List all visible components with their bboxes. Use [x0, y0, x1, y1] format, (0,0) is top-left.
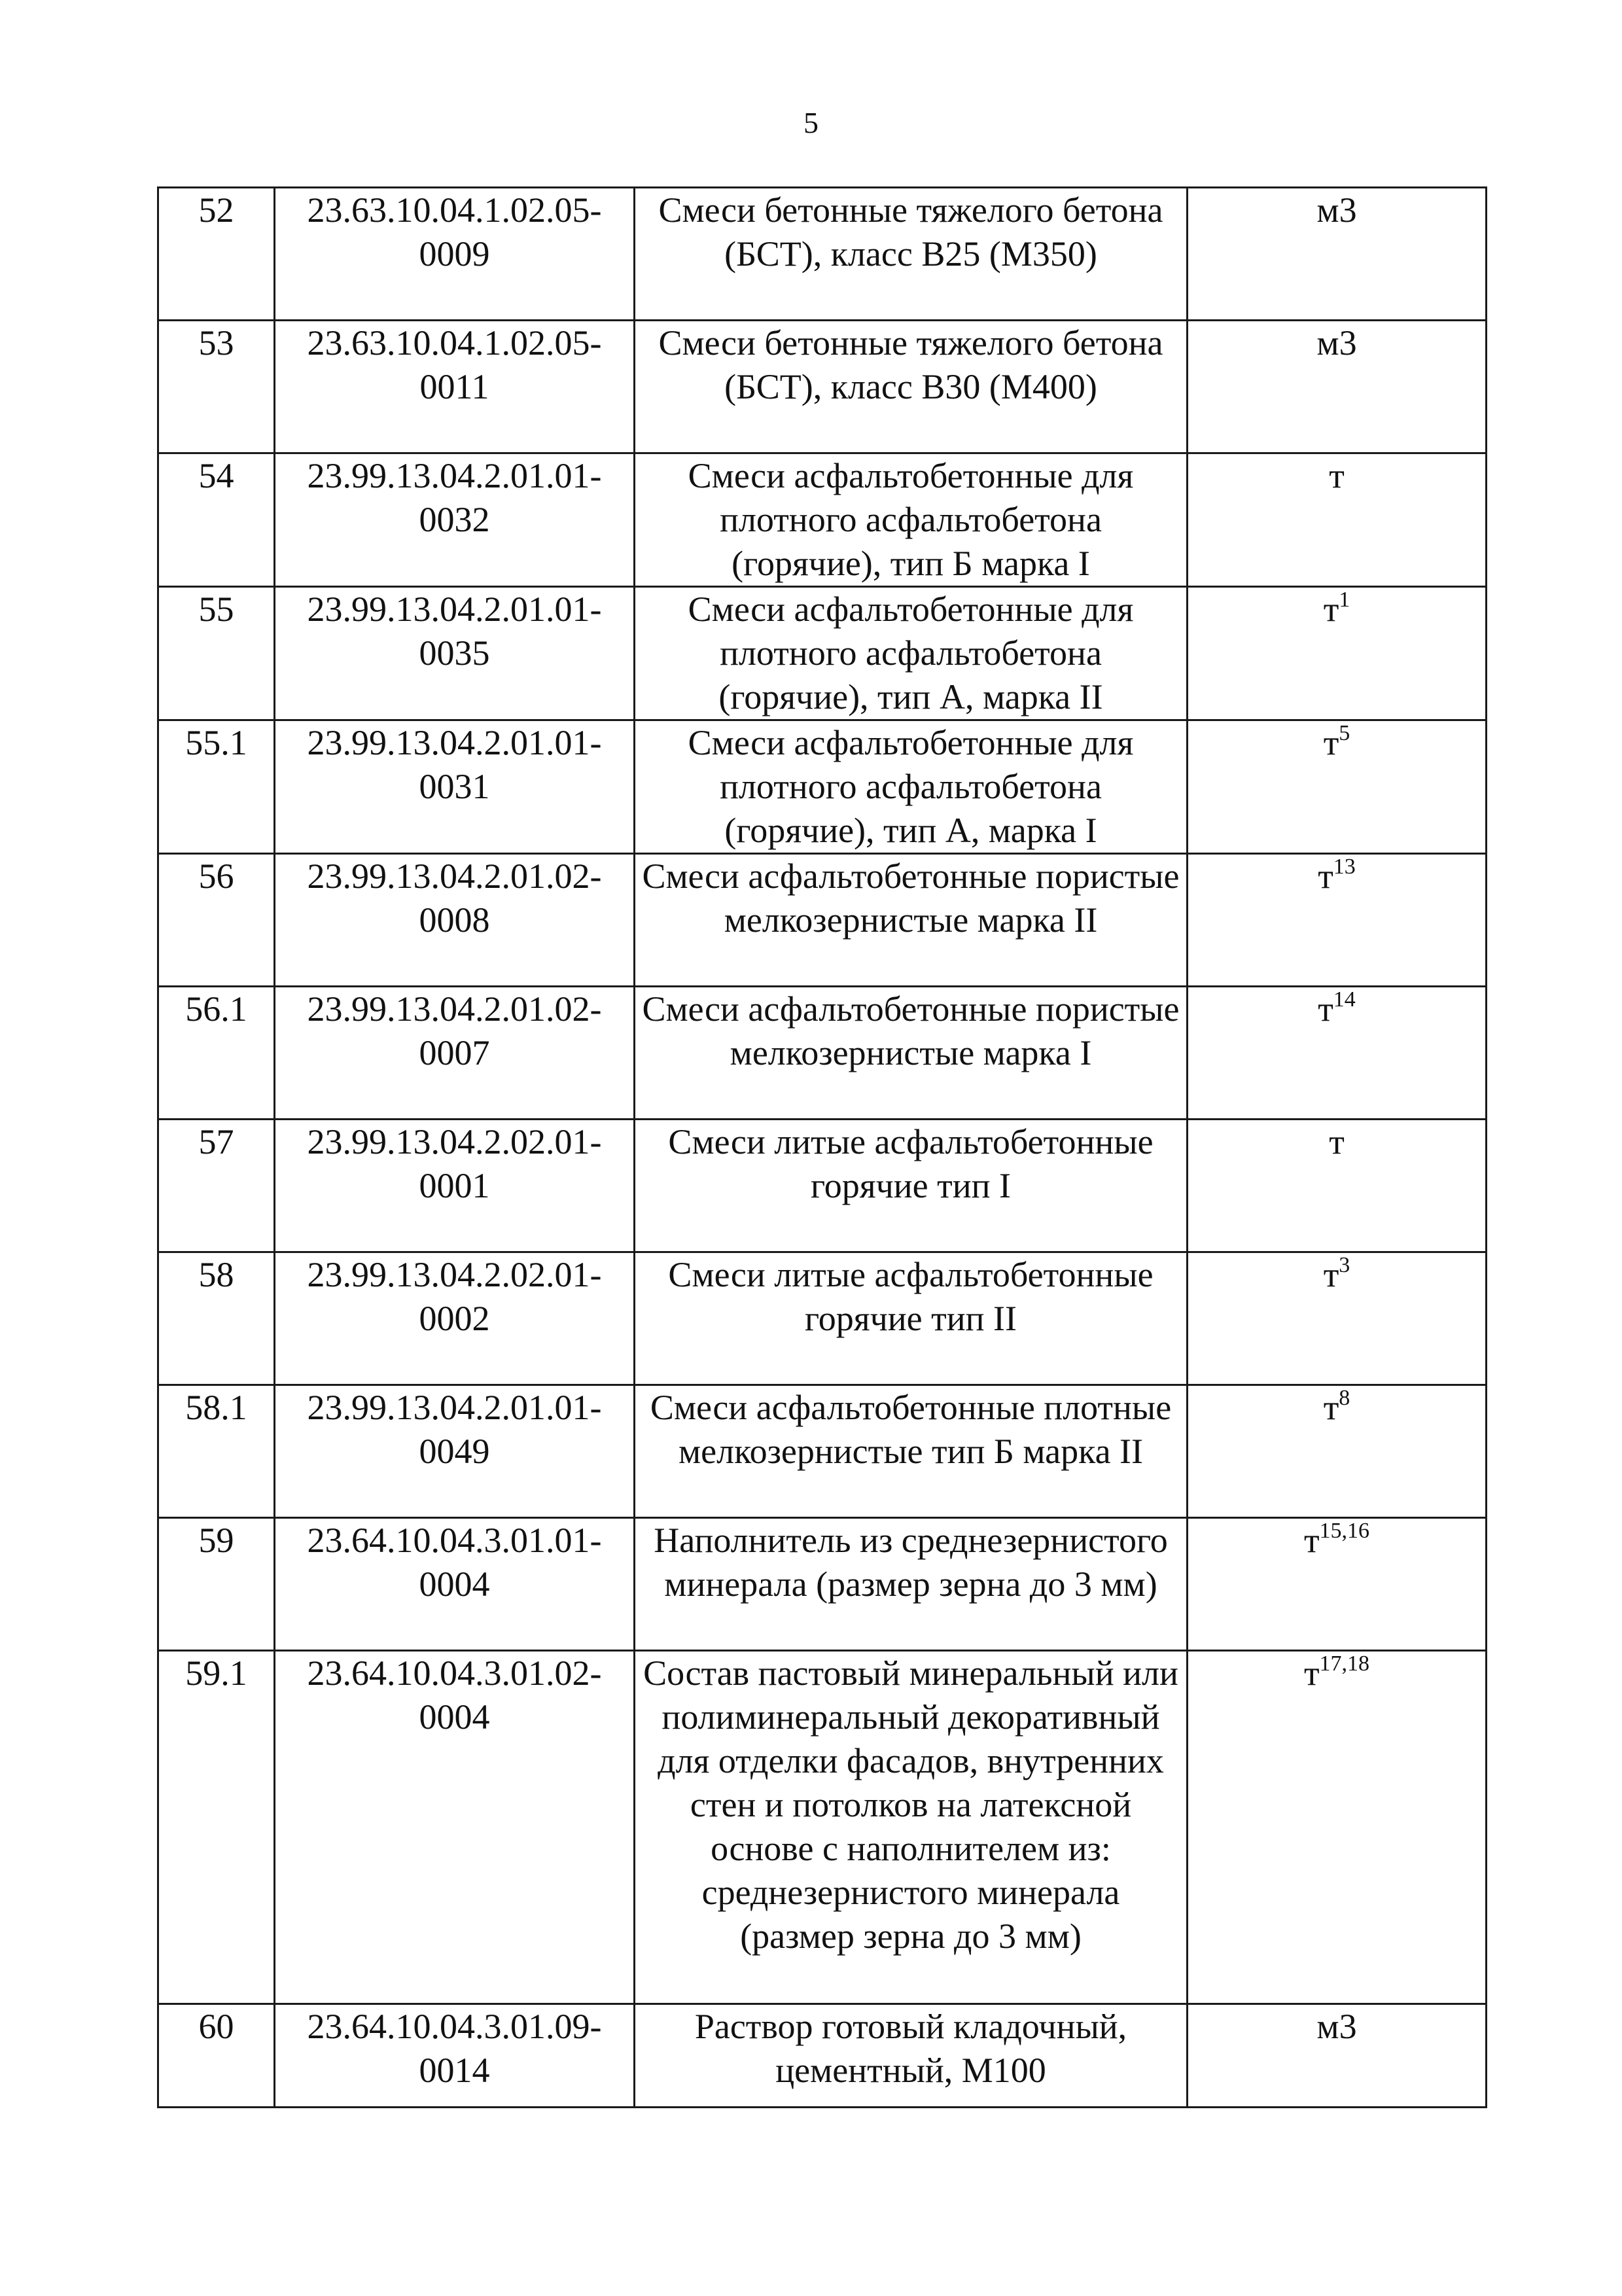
unit-footnote: 8 [1339, 1386, 1350, 1410]
code-suffix: 0032 [419, 500, 490, 539]
code-suffix: 0004 [419, 1697, 490, 1737]
row-number: 60 [158, 2004, 275, 2108]
code-cell [275, 987, 635, 1120]
code-cell [275, 2004, 635, 2108]
name-cell: Смеси литые асфальтобетонные горячие тип I [635, 1120, 1188, 1252]
unit: т [1323, 723, 1339, 762]
unit: м3 [1316, 2007, 1357, 2046]
code-cell [275, 720, 635, 854]
row-number: 58.1 [158, 1385, 275, 1518]
unit: т [1329, 456, 1345, 495]
unit: т [1329, 1122, 1345, 1161]
row-number: 56 [158, 854, 275, 987]
row-number: 59 [158, 1518, 275, 1651]
code-suffix: 0011 [419, 367, 489, 406]
code-cell [275, 321, 635, 453]
code-cell [275, 1252, 635, 1385]
row-number: 54 [158, 453, 275, 587]
unit-footnote: 15,16 [1319, 1519, 1370, 1543]
code-suffix: 0049 [419, 1432, 490, 1471]
unit: т [1323, 1388, 1339, 1427]
row-number: 55 [158, 587, 275, 720]
code-suffix: 0002 [419, 1299, 490, 1338]
unit-cell [1188, 587, 1487, 720]
code-part: 23.63.10.04.1.02.05- [307, 190, 602, 230]
name-cell: Раствор готовый кладочный, цементный, М100 [635, 2004, 1188, 2108]
unit-cell [1188, 1385, 1487, 1518]
code-suffix: 0001 [419, 1166, 490, 1205]
unit-footnote: 3 [1339, 1253, 1350, 1277]
table-row [158, 854, 1487, 987]
table-row [158, 2004, 1487, 2108]
name-cell: Смеси асфальтобетонные для плотного асфальтобетона (горячие), тип А, марка II [635, 587, 1188, 720]
table-row [158, 188, 1487, 321]
row-number: 53 [158, 321, 275, 453]
code-part: 23.99.13.04.2.01.01- [307, 456, 602, 495]
table-row [158, 1120, 1487, 1252]
unit: т [1323, 590, 1339, 629]
unit-footnote: 13 [1333, 855, 1356, 879]
name-cell: Смеси асфальтобетонные плотные мелкозернистые тип Б марка II [635, 1385, 1188, 1518]
unit-cell [1188, 987, 1487, 1120]
unit-cell [1188, 453, 1487, 587]
row-number: 57 [158, 1120, 275, 1252]
name-cell: Смеси асфальтобетонные пористые мелкозернистые марка I [635, 987, 1188, 1120]
materials-table [157, 186, 1487, 2108]
unit-cell [1188, 1518, 1487, 1651]
code-part: 23.64.10.04.3.01.02- [307, 1653, 602, 1693]
code-part: 23.64.10.04.3.01.01- [307, 1521, 602, 1560]
code-cell [275, 1518, 635, 1651]
unit-footnote: 17,18 [1319, 1651, 1370, 1676]
code-cell [275, 188, 635, 321]
unit-footnote: 5 [1339, 721, 1350, 745]
unit: т [1303, 1521, 1320, 1560]
table-row [158, 987, 1487, 1120]
unit: м3 [1316, 323, 1357, 362]
unit-cell [1188, 1252, 1487, 1385]
unit-cell [1188, 188, 1487, 321]
table-row [158, 1518, 1487, 1651]
name-cell: Смеси асфальтобетонные пористые мелкозернистые марка II [635, 854, 1188, 987]
code-cell [275, 1651, 635, 2004]
code-part: 23.64.10.04.3.01.09- [307, 2007, 602, 2046]
unit: т [1318, 857, 1333, 896]
code-part: 23.63.10.04.1.02.05- [307, 323, 602, 362]
code-suffix: 0008 [419, 900, 490, 940]
code-cell [275, 1385, 635, 1518]
code-suffix: 0009 [419, 234, 490, 274]
name-cell: Состав пастовый минеральный или полиминеральный декоративный для отделки фасадов, внутренних стен и потолков на латексной основе с наполнителем из: среднезернистого минерала (размер зерна до 3 мм) [635, 1651, 1188, 2004]
page-number: 5 [803, 106, 819, 139]
row-number: 59.1 [158, 1651, 275, 2004]
table-row [158, 720, 1487, 854]
unit: т [1303, 1653, 1320, 1693]
unit-footnote: 14 [1333, 987, 1356, 1012]
table-row [158, 1252, 1487, 1385]
code-part: 23.99.13.04.2.01.02- [307, 989, 602, 1029]
code-part: 23.99.13.04.2.02.01- [307, 1255, 602, 1294]
table-row [158, 1651, 1487, 2004]
name-cell: Наполнитель из среднезернистого минерала (размер зерна до 3 мм) [635, 1518, 1188, 1651]
code-cell [275, 453, 635, 587]
code-cell [275, 854, 635, 987]
unit-cell [1188, 720, 1487, 854]
name-cell: Смеси асфальтобетонные для плотного асфальтобетона (горячие), тип А, марка I [635, 720, 1188, 854]
name-cell: Смеси бетонные тяжелого бетона (БСТ), класс В30 (М400) [635, 321, 1188, 453]
code-suffix: 0007 [419, 1033, 490, 1072]
row-number: 55.1 [158, 720, 275, 854]
unit-cell [1188, 854, 1487, 987]
code-suffix: 0035 [419, 633, 490, 673]
row-number: 56.1 [158, 987, 275, 1120]
unit-cell [1188, 1651, 1487, 2004]
code-suffix: 0014 [419, 2051, 490, 2090]
name-cell: Смеси литые асфальтобетонные горячие тип II [635, 1252, 1188, 1385]
unit-cell [1188, 321, 1487, 453]
code-part: 23.99.13.04.2.01.01- [307, 590, 602, 629]
table-row [158, 1385, 1487, 1518]
code-suffix: 0004 [419, 1564, 490, 1604]
code-part: 23.99.13.04.2.01.01- [307, 1388, 602, 1427]
code-part: 23.99.13.04.2.01.02- [307, 857, 602, 896]
table-row [158, 321, 1487, 453]
unit: т [1318, 989, 1333, 1029]
code-suffix: 0031 [419, 767, 490, 806]
unit: м3 [1316, 190, 1357, 230]
code-part: 23.99.13.04.2.01.01- [307, 723, 602, 762]
unit-cell [1188, 2004, 1487, 2108]
row-number: 58 [158, 1252, 275, 1385]
table-row [158, 453, 1487, 587]
name-cell: Смеси бетонные тяжелого бетона (БСТ), класс В25 (М350) [635, 188, 1188, 321]
table-row [158, 587, 1487, 720]
row-number: 52 [158, 188, 275, 321]
code-cell [275, 587, 635, 720]
unit-footnote: 1 [1339, 588, 1350, 612]
name-cell: Смеси асфальтобетонные для плотного асфальтобетона (горячие), тип Б марка I [635, 453, 1188, 587]
unit-cell [1188, 1120, 1487, 1252]
code-part: 23.99.13.04.2.02.01- [307, 1122, 602, 1161]
code-cell [275, 1120, 635, 1252]
unit: т [1323, 1255, 1339, 1294]
